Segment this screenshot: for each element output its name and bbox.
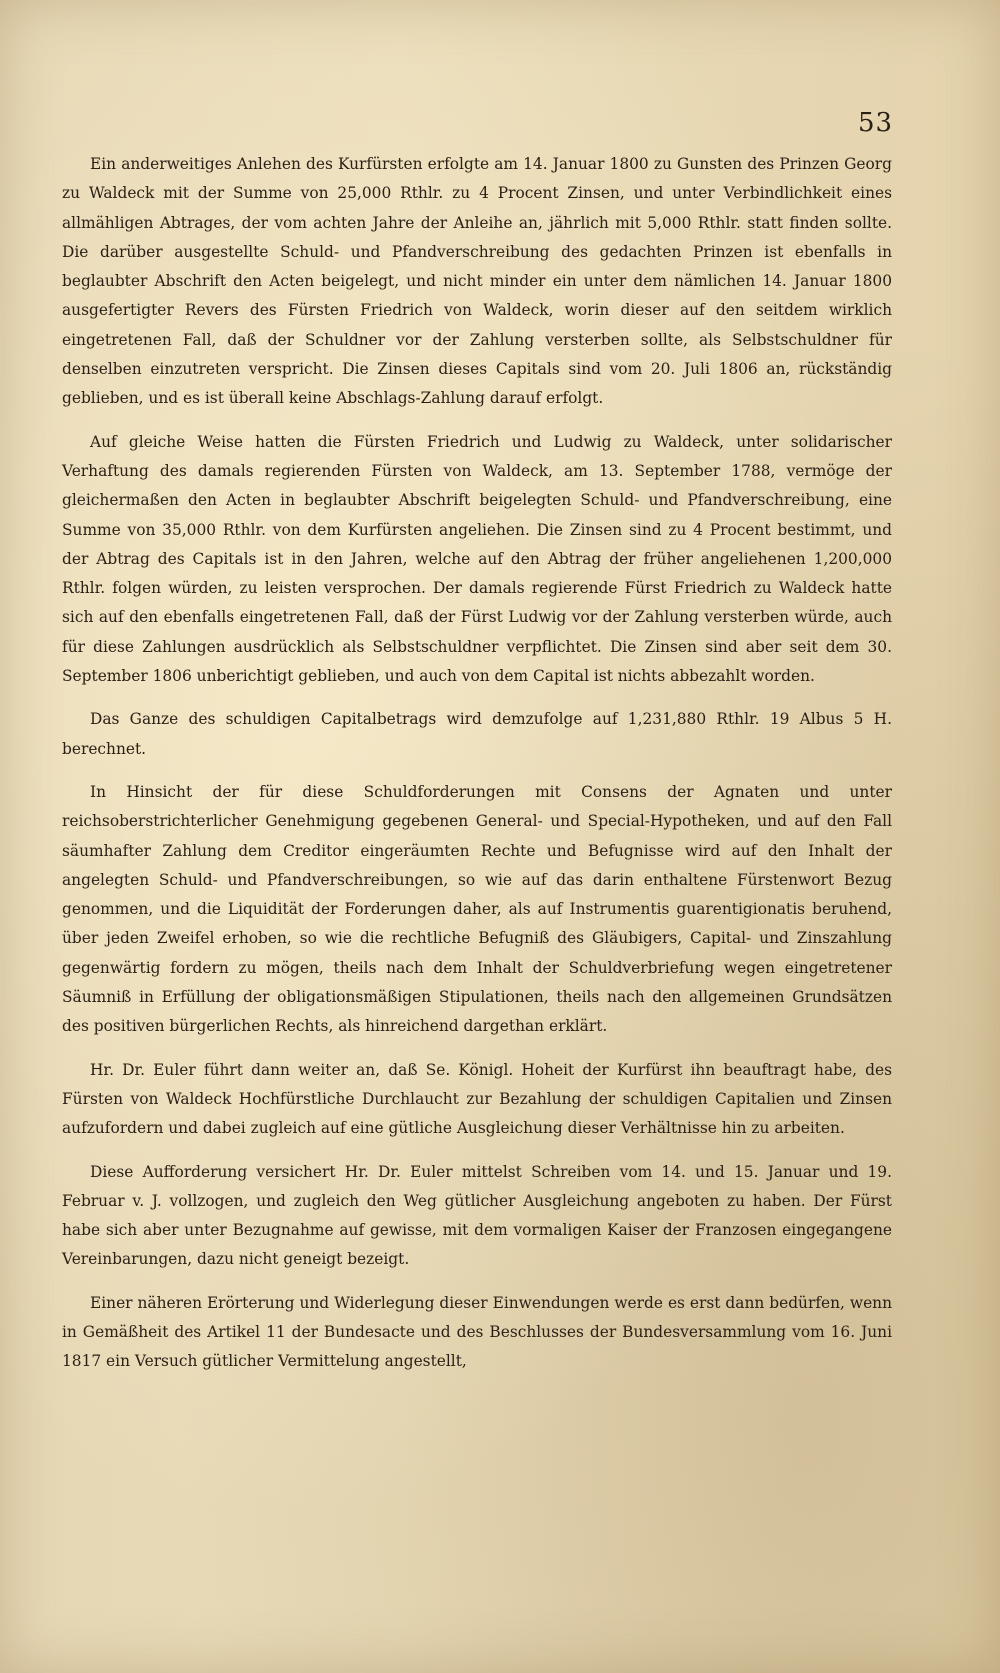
paragraph: Auf gleiche Weise hatten die Fürsten Friedrich und Ludwig zu Waldeck, unter solidarischer Verhaftung des damals regierenden Fürsten von Waldeck, am 13. September 1788, vermöge der gleichermaßen den Acten in beglaubter Abschrift beigelegten Schuld- und Pfandverschreibung, eine Summe von 35,000 Rthlr. von dem Kurfürsten angeliehen. Die Zinsen sind zu 4 Procent bestimmt, und der Abtrag des Capitals ist in den Jahren, welche auf den Abtrag der früher angeliehenen 1,200,000 Rthlr. folgen würden, zu leisten versprochen. Der damals regierende Fürst Friedrich zu Waldeck hatte sich auf den ebenfalls eingetretenen Fall, daß der Fürst Ludwig vor der Zahlung versterben würde, auch für diese Zahlungen ausdrücklich als Selbstschuldner verpflichtet. Die Zinsen sind aber seit dem 30. September 1806 unberichtigt geblieben, und auch von dem Capital ist nichts abbezahlt worden. xyxy=(62,432,892,686)
paragraph: Einer näheren Erörterung und Widerlegung dieser Einwendungen werde es erst dann bedürfen, wenn in Gemäßheit des Artikel 11 der Bundesacte und des Beschlusses der Bundesversammlung vom 16. Juni 1817 ein Versuch gütlicher Vermittelung angestellt, xyxy=(62,1293,892,1371)
paragraph: Hr. Dr. Euler führt dann weiter an, daß Se. Königl. Hoheit der Kurfürst ihn beauftragt habe, des Fürsten von Waldeck Hochfürstliche Durchlaucht zur Bezahlung der schuldigen Capitalien und Zinsen aufzufordern und dabei zugleich auf eine gütliche Ausgleichung dieser Verhältnisse hin zu arbeiten. xyxy=(62,1060,892,1138)
body-text xyxy=(62,150,892,1391)
paragraph: In Hinsicht der für diese Schuldforderungen mit Consens der Agnaten und unter reichsoberstrichterlicher Genehmigung gegebenen General- und Special-Hypotheken, und auf den Fall säumhafter Zahlung dem Creditor eingeräumten Rechte und Befugnisse wird auf den Inhalt der angelegten Schuld- und Pfandverschreibungen, so wie auf das darin enthaltene Fürstenwort Bezug genommen, und die Liquidität der Forderungen daher, als auf Instrumentis guarentigionatis beruhend, über jeden Zweifel erhoben, so wie die rechtliche Befugniß des Gläubigers, Capital- und Zinszahlung gegenwärtig fordern zu mögen, theils nach dem Inhalt der Schuldverbriefung wegen eingetretener Säumniß in Erfüllung der obligationsmäßigen Stipulationen, theils nach den allgemeinen Grundsätzen des positiven bürgerlichen Rechts, als hinreichend dargethan erklärt. xyxy=(62,782,892,1036)
paragraph: Das Ganze des schuldigen Capitalbetrags wird demzufolge auf 1,231,880 Rthlr. 19 Albus 5 H. berechnet. xyxy=(62,710,892,758)
page-number: 53 xyxy=(858,108,894,138)
paragraph: Ein anderweitiges Anlehen des Kurfürsten erfolgte am 14. Januar 1800 zu Gunsten des Prinzen Georg zu Waldeck mit der Summe von 25,000 Rthlr. zu 4 Procent Zinsen, und unter Verbindlichkeit eines allmähligen Abtrages, der vom achten Jahre der Anleihe an, jährlich mit 5,000 Rthlr. statt finden sollte. Die darüber ausgestellte Schuld- und Pfandverschreibung des gedachten Prinzen ist ebenfalls in beglaubter Abschrift den Acten beigelegt, und nicht minder ein unter dem nämlichen 14. Januar 1800 ausgefertigter Revers des Fürsten Friedrich von Waldeck, worin dieser auf den seitdem wirklich eingetretenen Fall, daß der Schuldner vor der Zahlung versterben sollte, als Selbstschuldner für denselben einzutreten verspricht. Die Zinsen dieses Capitals sind vom 20. Juli 1806 an, rückständig geblieben, und es ist überall keine Abschlags-Zahlung darauf erfolgt. xyxy=(62,155,892,408)
paragraph: Diese Aufforderung versichert Hr. Dr. Euler mittelst Schreiben vom 14. und 15. Januar und 19. Februar v. J. vollzogen, und zugleich den Weg gütlicher Ausgleichung angeboten zu haben. Der Fürst habe sich aber unter Bezugnahme auf gewisse, mit dem vormaligen Kaiser der Franzosen eingegangene Vereinbarungen, dazu nicht geneigt bezeigt. xyxy=(62,1162,892,1269)
